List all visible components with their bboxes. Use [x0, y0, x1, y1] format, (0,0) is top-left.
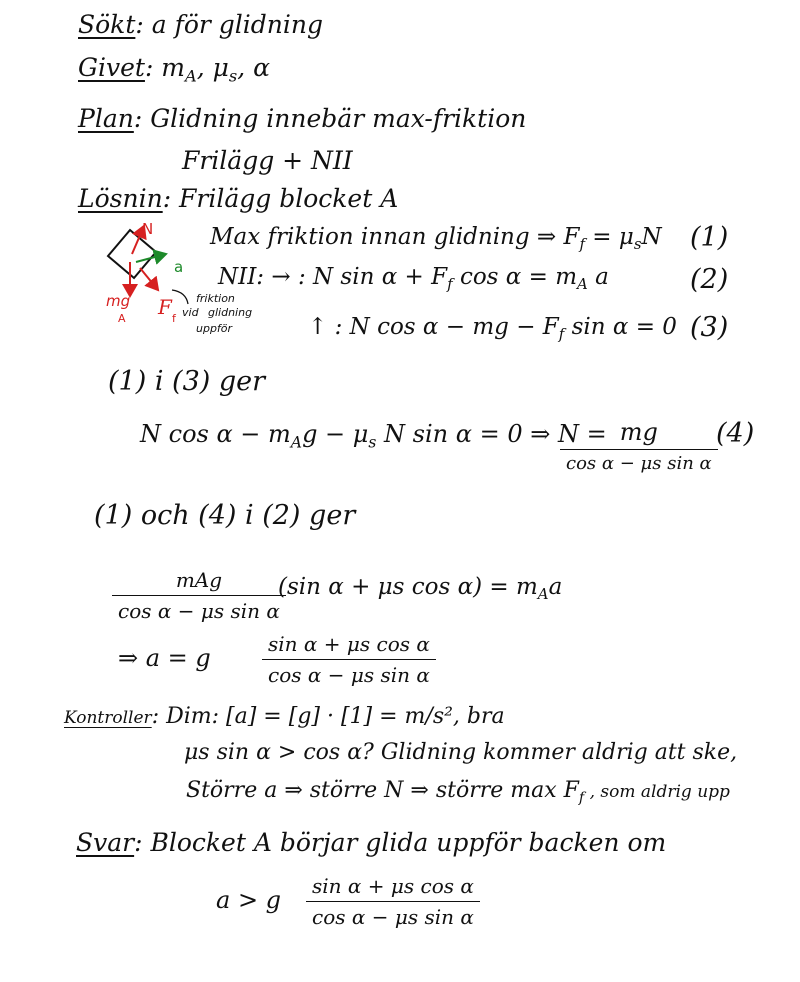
plan-label: Plan [78, 104, 134, 133]
equation-2 [218, 266, 609, 292]
sokt-label: Sökt [78, 10, 136, 39]
kontroller-end-3: , som aldrig upp [584, 782, 730, 802]
plan-line [78, 106, 526, 131]
eq2-end: a [587, 264, 609, 290]
eq1-rest: = μ [584, 224, 634, 250]
note-line-1: friktion [196, 292, 235, 305]
eq4-number: (4) [716, 418, 755, 449]
eq4-numerator: mg [619, 418, 658, 446]
kontroller-text-3: Större a ⇒ större N ⇒ större max F [186, 778, 579, 803]
svar-fraction [306, 874, 480, 929]
svar-line [76, 830, 666, 855]
eq2-sub: f [447, 275, 453, 294]
eq1-sub: f [579, 235, 585, 254]
eq4-left-sub2: s [368, 433, 377, 452]
losning-line [78, 186, 398, 211]
eq5-rest-line [278, 576, 562, 602]
plan-line-2: Frilägg + NII [182, 146, 353, 175]
eq5-numerator: mAg [175, 568, 223, 592]
svar-numerator: sin α + μs cos α [312, 874, 474, 898]
eq5-end: a [548, 574, 563, 600]
eq4-left-sub: A [290, 433, 303, 452]
kontroller-text-1: : Dim: [a] = [g] · [1] = m/s², bra [151, 704, 505, 729]
givet-text: : m [144, 53, 186, 82]
eq1-end: N [641, 224, 662, 250]
weight-label: mg [106, 292, 131, 310]
equation-4-left [140, 422, 607, 451]
eq3-text: ↑ : N cos α − mg − F [308, 314, 559, 340]
eq1-text: Max friktion innan glidning ⇒ F [210, 224, 580, 250]
eq2-number: (2) [690, 264, 729, 295]
plan-text: : Glidning innebär max-friktion [133, 104, 527, 133]
losning-label: Lösnin [78, 184, 163, 213]
eq2-text: NII: → : N sin α + F [218, 264, 448, 290]
givet-label: Givet [78, 53, 145, 82]
note-line-2: vid [182, 306, 199, 319]
kontroller-line-1 [64, 706, 505, 728]
svar-label: Svar [76, 828, 135, 857]
friction-sub-label: f [172, 312, 176, 325]
eq5-fraction [112, 568, 286, 623]
losning-text: : Frilägg blocket A [162, 184, 399, 213]
eq5-denominator: cos α − μs sin α [112, 595, 286, 623]
eq3-number: (3) [690, 312, 729, 343]
note-line-4: uppför [196, 322, 233, 335]
givet-sub-a: A [185, 66, 197, 86]
friction-arrow [140, 268, 158, 290]
eq2-rest: cos α = m [452, 264, 578, 290]
equation-3 [308, 316, 677, 342]
equation-1 [210, 226, 662, 252]
acceleration-arrow [136, 254, 166, 262]
eq4-fraction [560, 418, 718, 474]
eq4-left-end: N sin α = 0 ⇒ N = [376, 420, 607, 448]
sokt-text: : a för glidning [135, 10, 323, 39]
note-pointer [172, 290, 188, 304]
eq2-sub2: A [577, 275, 588, 294]
eq3-sub: f [558, 325, 565, 344]
eq3-end: sin α = 0 [564, 314, 677, 340]
normal-force-label: N [142, 220, 154, 238]
eq6-fraction [262, 632, 436, 687]
eq6-lead: ⇒ a = g [118, 644, 211, 672]
givet-rest: , μ [196, 53, 229, 82]
kontroller-label: Kontroller [64, 708, 152, 728]
givet-line [78, 55, 270, 85]
sokt-line [78, 12, 323, 37]
kontroller-line-3 [186, 780, 730, 805]
givet-end: , α [237, 53, 271, 82]
eq4-left: N cos α − m [140, 420, 291, 448]
step-2-text: (1) och (4) i (2) ger [94, 500, 356, 531]
eq1-number: (1) [690, 222, 729, 253]
givet-sub-s: s [228, 66, 238, 86]
kontroller-line-2: μs sin α > cos α? Glidning kommer aldrig att ske, [184, 740, 738, 765]
acceleration-label: a [174, 258, 184, 276]
eq5-rest: (sin α + μs cos α) = m [278, 574, 538, 600]
friction-label: F [158, 295, 172, 319]
weight-sub-label: A [118, 312, 126, 325]
eq6-denominator: cos α − μs sin α [262, 659, 436, 687]
svar-lead: a > g [216, 886, 282, 914]
eq6-numerator: sin α + μs cos α [268, 632, 430, 656]
eq5-rest-sub: A [537, 585, 549, 604]
note-line-3: glidning [208, 306, 253, 319]
kontroller-sub-3: f [578, 790, 585, 806]
step-1-text: (1) i (3) ger [108, 366, 266, 397]
eq1-sub2: s [633, 235, 642, 254]
eq4-left-rest: g − μ [302, 420, 369, 448]
svar-denominator: cos α − μs sin α [306, 901, 480, 929]
svar-text: : Blocket A börjar glida uppför backen om [134, 828, 667, 857]
eq4-denominator: cos α − μs sin α [560, 449, 718, 474]
